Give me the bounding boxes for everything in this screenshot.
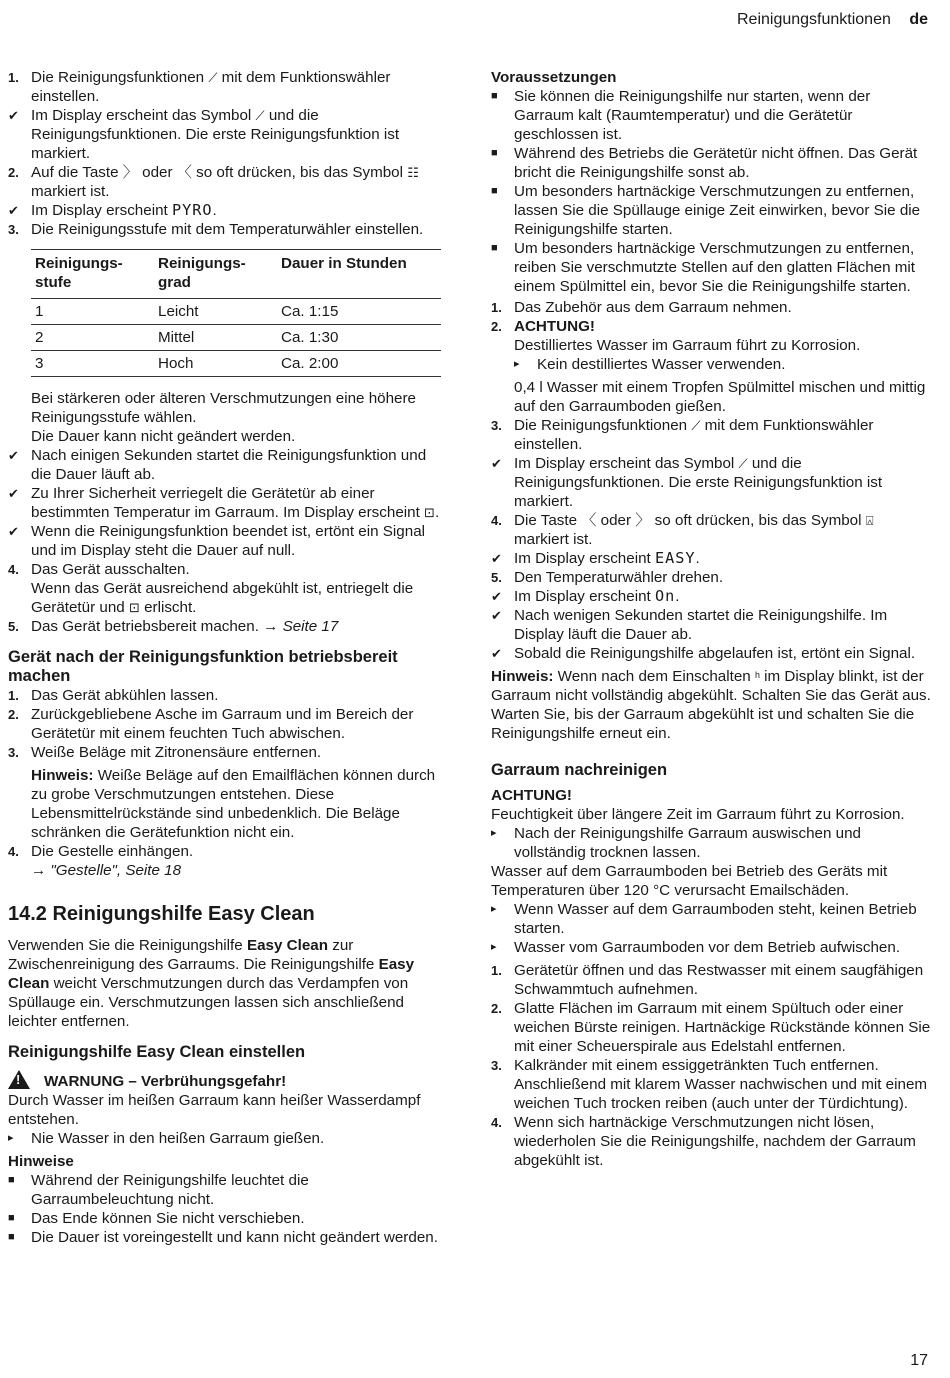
hint-item: ■ Während der Reinigungshilfe leuchtet die Garraumbeleuchtung nicht. [8, 1172, 309, 1208]
bullet-icon: ■ [8, 1231, 15, 1243]
left-column: 1. Die Reinigungsfunktionen ⟋ mit dem Funktionswähler einstellen. ✔ Im Display erscheint das Symbol ⟋ und die Reinigungsfunktionen. Die erste Reinigungsfunktion ist markiert. 2. Auf die Taste 〉 oder 〈 so oft drücken, bis das Symbol ☷ markiert ist. ✔ Im Display erscheint PYRO. 3. Die Reinigungsstufe mit dem Temperaturwähler einstellen. Reinigungs- stufe Reinigungs- grad Dauer in Stunden 1 Leicht Ca. 1:15 2 Mittel Ca. 1:30 3 Hoch Ca. 2:00 Bei stärkeren oder älteren Verschmutzungen eine höhere Reinigungsstufe wählen. Die Dauer kann nicht geändert werden. ✔ Nach einigen Sekunden startet die Reinigungsfunktion und die Dauer läuft ab. ✔ Zu Ihrer Sicherheit verriegelt die Gerätetür ab einer bestimmten Temperatur im Garraum. Im Display erscheint ⊡. ✔ Wenn die Reinigungsfunktion beendet ist, ertönt ein Signal und im Display steht die Dauer auf null. 4. Das Gerät ausschalten. Wenn das Gerät ausreichend abgekühlt ist, entriegelt die Gerätetür und ⊡ erlischt. 5. Das Gerät betriebsbereit machen. → Seite 17 Gerät nach der Reinigungsfunktion betriebsbereit machen 1. Das Gerät abkühlen lassen. 2. Zurückgebliebene Asche im Garraum und im Bereich der Gerätetür mit einem feuchten Tuch abwischen. 3. Weiße Beläge mit Zitronensäure entfernen. Hinweis: Weiße Beläge auf den Emailflächen können durch zu grobe Verschmutzungen entstehen. Diese Lebensmittelrückstände sind unbedenklich. Die Beläge schränken die Gerätefunktion nicht ein. 4. Die Gestelle einhängen. → "Gestelle", Seite 18 14.2 Reinigungshilfe Easy Clean Verwenden Sie die Reinigungshilfe Easy Clean zur Zwischenreinigung des Garraums. Die Reinigungshilfe Easy Clean weicht Verschmutzungen durch das Verdampfen von Spüllauge ein. Verschmutzungen lassen sich anschließend leichter entfernen. Reinigungshilfe Easy Clean einstellen !WARNUNG – Verbrühungsgefahr! Durch Wasser im heißen Garraum kann heißer Wasserdampf entstehen. ▸ Nie Wasser in den heißen Garraum gießen. Hinweise ■ Während der Reinigungshilfe leuchtet die Garraumbeleuchtung nicht. ■ Das Ende können Sie nicht verschieben. ■ Die Dauer ist voreingestellt und kann nicht geändert werden. [8, 68, 444, 1247]
hint-note: Hinweis: Weiße Beläge auf den Emailflächen können durch zu grobe Verschmutzungen entstehen. Diese Lebensmittelrückstände sind unbedenklich. Die Beläge schränken die Gerätefunktion nicht ein. [31, 767, 436, 841]
check-icon: ✔ [491, 551, 502, 566]
hint-item: ■ Das Ende können Sie nicht verschieben. [8, 1210, 305, 1227]
bullet-icon: ■ [8, 1212, 15, 1224]
lock-icon: ⊡ [424, 505, 435, 520]
bullet-icon: ■ [491, 185, 498, 197]
cleaning-function-icon: ⟋ [738, 456, 748, 471]
step-4: 4. Das Gerät ausschalten. Wenn das Gerät ausreichend abgekühlt ist, entriegelt die Gerätetür und ⊡ erlischt. [8, 561, 414, 616]
cleaning-function-icon: ⟋ [208, 70, 218, 85]
bullet-icon: ■ [491, 147, 498, 159]
ready-step-1: 1. Das Gerät abkühlen lassen. [8, 687, 219, 704]
ready-step-4: 4. Die Gestelle einhängen. → "Gestelle", Seite 18 [8, 843, 194, 879]
arrow-icon: ▸ [514, 358, 520, 370]
check-5: ✔ Wenn die Reinigungsfunktion beendet ist, ertönt ein Signal und im Display steht die Dauer auf null. [8, 523, 426, 559]
check-icon: ✔ [8, 203, 19, 218]
right-column: Voraussetzungen ■ Sie können die Reinigungshilfe nur starten, wenn der Garraum kalt (Raumtemperatur) und die Gerätetür geschlossen ist. ■ Während des Betriebs die Gerätetür nicht öffnen. Das Gerät bricht die Reinigungshilfe sonst ab. ■ Um besonders hartnäckige Verschmutzungen zu entfernen, lassen Sie die Spüllauge einige Zeit einwirken, bevor Sie die Reinigungshilfe starten. ■ Um besonders hartnäckige Verschmutzungen zu entfernen, reiben Sie verschmutzte Stellen auf den glatten Flächen mit einem Spülmittel ein, bevor Sie die Reinigungshilfe starten. 1. Das Zubehör aus dem Garraum nehmen. 2. ACHTUNG! Destilliertes Wasser im Garraum führt zu Korrosion. ▸ Kein destilliertes Wasser verwenden. 0,4 l Wasser mit einem Tropfen Spülmittel mischen und mittig auf den Garraumboden gießen. 3. Die Reinigungsfunktionen ⟋ mit dem Funktionswähler einstellen. ✔ Im Display erscheint das Symbol ⟋ und die Reinigungsfunktionen. Die erste Reinigungsfunktion ist markiert. 4. Die Taste 〈 oder 〉 so oft drücken, bis das Symbol ⍓ markiert ist. ✔ Im Display erscheint EASY. 5. Den Temperaturwähler drehen. ✔ Im Display erscheint On. ✔ Nach wenigen Sekunden startet die Reinigungshilfe. Im Display läuft die Dauer ab. ✔ Sobald die Reinigungshilfe abgelaufen ist, ertönt ein Signal. Hinweis: Wenn nach dem Einschalten ʰ im Display blinkt, ist der Garraum nicht vollständig abgekühlt. Schalten Sie das Gerät aus. Warten Sie, bis der Garraum abgekühlt ist und schalten Sie die Reinigungshilfe erneut ein. Garraum nachreinigen ACHTUNG! Feuchtigkeit über längere Zeit im Garraum führt zu Korrosion. ▸ Nach der Reinigungshilfe Garraum auswischen und vollständig trocknen lassen. Wasser auf dem Garraumboden bei Betrieb des Geräts mit Temperaturen über 120 °C verursacht Emailschäden. ▸ Wenn Wasser auf dem Garraumboden steht, keinen Betrieb starten. ▸ Wasser vom Garraumboden vor dem Betrieb aufwischen. 1. Gerätetür öffnen und das Restwasser mit einem saugfähigen Schwammtuch aufnehmen. 2. Glatte Flächen im Garraum mit einem Spültuch oder einer weichen Bürste reinigen. Hartnäckige Rückstände können Sie mit einer Scheuerspirale aus Edelstahl entfernen. 3. Kalkränder mit einem essiggetränkten Tuch entfernen. Anschließend mit klarem Wasser nachwischen und mit einem weichen Tuch trocken reiben (auch unter der Türdichtung). 4. Wenn sich hartnäckige Verschmutzungen nicht lösen, wiederholen Sie die Reinigungshilfe, nachdem der Garraum abgekühlt ist. [491, 69, 931, 1169]
page-reference-link[interactable]: → "Gestelle", Seite 18 [31, 862, 182, 879]
check-icon: ✔ [491, 608, 502, 623]
step-3: 3. Die Reinigungsstufe mit dem Temperaturwähler einstellen. [8, 221, 424, 238]
page-reference-link[interactable]: → Seite 17 [263, 618, 339, 635]
display-easy: EASY [654, 549, 696, 567]
post-step-1: 1. Gerätetür öffnen und das Restwasser mit einem saugfähigen Schwammtuch aufnehmen. [491, 962, 924, 998]
page-header [737, 10, 928, 29]
check-1: ✔ Im Display erscheint das Symbol ⟋ und die Reinigungsfunktionen. Die erste Reinigungsfunktion ist markiert. [8, 107, 400, 162]
pyrolysis-icon: ☷ [407, 165, 419, 180]
table-header: Reinigungs- stufe [31, 250, 154, 299]
check-4: ✔ Zu Ihrer Sicherheit verriegelt die Gerätetür ab einer bestimmten Temperatur im Garraum. Im Display erscheint ⊡. [8, 485, 440, 521]
hot-indicator-icon: ʰ [754, 669, 760, 684]
easy-step-5: 5. Den Temperaturwähler drehen. [491, 569, 724, 586]
easy-clean-icon: ⍓ [865, 513, 874, 528]
step-5: 5. Das Gerät betriebsbereit machen. → Seite 17 [8, 618, 339, 635]
easy-step-3: 3. Die Reinigungsfunktionen ⟋ mit dem Funktionswähler einstellen. [491, 417, 874, 453]
bullet-icon: ■ [491, 90, 498, 102]
header-language: de [909, 11, 928, 28]
warning-action: ▸ Nie Wasser in den heißen Garraum gießen. [8, 1130, 325, 1147]
display-on: On [654, 587, 676, 605]
heading-setup: Reinigungshilfe Easy Clean einstellen [8, 1043, 306, 1061]
easy-check-1: ✔ Im Display erscheint das Symbol ⟋ und die Reinigungsfunktionen. Die erste Reinigungsfunktion ist markiert. [491, 455, 883, 510]
check-2: ✔ Im Display erscheint PYRO. [8, 201, 217, 219]
check-icon: ✔ [8, 486, 19, 501]
check-icon: ✔ [491, 456, 502, 471]
easy-clean-intro: Verwenden Sie die Reinigungshilfe Easy Clean zur Zwischenreinigung des Garraums. Die Reinigungshilfe Easy Clean weicht Verschmutzungen durch das Verdampfen von Spüllauge ein. Verschmutzungen lassen sich anschließend leichter entfernen. [8, 937, 415, 1030]
prerequisite-item: ■ Sie können die Reinigungshilfe nur starten, wenn der Garraum kalt (Raumtemperatur) und die Gerätetür geschlossen ist. [491, 88, 871, 143]
bullet-icon: ■ [8, 1174, 15, 1186]
prerequisites-title: Voraussetzungen [491, 69, 617, 86]
table-row: 2 Mittel Ca. 1:30 [31, 325, 441, 351]
cleaning-function-icon: ⟋ [691, 418, 701, 433]
easy-step-2-action: ▸ Kein destilliertes Wasser verwenden. [514, 356, 786, 373]
check-icon: ✔ [491, 646, 502, 661]
easy-step-4: 4. Die Taste 〈 oder 〉 so oft drücken, bis das Symbol ⍓ markiert ist. [491, 512, 874, 548]
warning-title: !WARNUNG – Verbrühungsgefahr! [8, 1070, 444, 1091]
hint-item: ■ Die Dauer ist voreingestellt und kann nicht geändert werden. [8, 1229, 438, 1246]
page-number: 17 [910, 1352, 928, 1369]
easy-check-3: ✔ Im Display erscheint On. [491, 587, 680, 605]
easy-step-1: 1. Das Zubehör aus dem Garraum nehmen. [491, 299, 792, 316]
post-action: ▸ Wasser vom Garraumboden vor dem Betrieb aufwischen. [491, 939, 901, 956]
arrow-icon: ▸ [491, 941, 497, 953]
cleaning-level-table [31, 249, 441, 377]
arrow-icon: ▸ [491, 827, 497, 839]
heading-easy-clean: 14.2 Reinigungshilfe Easy Clean [8, 903, 315, 925]
prerequisite-item: ■ Während des Betriebs die Gerätetür nicht öffnen. Das Gerät bricht die Reinigungshilfe sonst ab. [491, 145, 918, 181]
check-icon: ✔ [491, 589, 502, 604]
arrow-icon: ▸ [8, 1132, 14, 1144]
easy-check-5: ✔ Sobald die Reinigungshilfe abgelaufen ist, ertönt ein Signal. [491, 645, 916, 662]
post-step-3: 3. Kalkränder mit einem essiggetränkten Tuch entfernen. Anschließend mit klarem Wasser nachwischen und mit einem weichen Tuch trocken reiben (auch unter der Türdichtung). [491, 1057, 928, 1112]
post-step-4: 4. Wenn sich hartnäckige Verschmutzungen nicht lösen, wiederholen Sie die Reinigungshilfe, nachdem der Garraum abgekühlt ist. [491, 1114, 916, 1169]
ready-step-3: 3. Weiße Beläge mit Zitronensäure entfernen. [8, 744, 322, 761]
table-row: 3 Hoch Ca. 2:00 [31, 351, 441, 377]
hint-note: Hinweis: Wenn nach dem Einschalten ʰ im Display blinkt, ist der Garraum nicht vollständig abgekühlt. Schalten Sie das Gerät aus. Warten Sie, bis der Garraum abgekühlt ist und schalten Sie die Reinigungshilfe erneut ein. [491, 668, 931, 742]
check-3: ✔ Nach einigen Sekunden startet die Reinigungsfunktion und die Dauer läuft ab. [8, 447, 427, 483]
check-icon: ✔ [8, 524, 19, 539]
easy-check-4: ✔ Nach wenigen Sekunden startet die Reinigungshilfe. Im Display läuft die Dauer ab. [491, 607, 888, 643]
post-action: ▸ Wenn Wasser auf dem Garraumboden steht, keinen Betrieb starten. [491, 901, 917, 937]
lock-icon: ⊡ [128, 600, 140, 615]
warning-icon [8, 1070, 30, 1089]
bullet-icon: ■ [491, 242, 498, 254]
heading-post-clean: Garraum nachreinigen [491, 761, 668, 779]
table-header: Reinigungs- grad [154, 250, 277, 299]
prerequisite-item: ■ Um besonders hartnäckige Verschmutzungen zu entfernen, reiben Sie verschmutzte Stellen auf den glatten Flächen mit einem Spülmittel ein, bevor Sie die Reinigungshilfe starten. [491, 240, 916, 295]
check-icon: ✔ [8, 108, 19, 123]
header-section: Reinigungsfunktionen [736, 11, 891, 28]
ready-step-2: 2. Zurückgebliebene Asche im Garraum und im Bereich der Gerätetür mit einem feuchten Tuch abwischen. [8, 706, 414, 742]
display-pyro: PYRO [171, 201, 213, 219]
easy-check-2: ✔ Im Display erscheint EASY. [491, 549, 700, 567]
table-header: Dauer in Stunden [277, 250, 441, 299]
arrow-icon: ▸ [491, 903, 497, 915]
table-row: 1 Leicht Ca. 1:15 [31, 299, 441, 325]
heading-ready: Gerät nach der Reinigungsfunktion betriebsbereit machen [8, 648, 398, 685]
step-1: 1. Die Reinigungsfunktionen ⟋ mit dem Funktionswähler einstellen. [8, 69, 391, 105]
post-action: ▸ Nach der Reinigungshilfe Garraum auswischen und vollständig trocknen lassen. [491, 825, 861, 861]
step-2: 2. Auf die Taste 〉 oder 〈 so oft drücken, bis das Symbol ☷ markiert ist. [8, 164, 419, 200]
post-step-2: 2. Glatte Flächen im Garraum mit einem Spültuch oder einer weichen Bürste reinigen. Hartnäckige Rückstände können Sie mit einer Scheuerspirale aus Edelstahl entfernen. [491, 1000, 931, 1055]
cleaning-function-icon: ⟋ [255, 108, 265, 123]
prerequisite-item: ■ Um besonders hartnäckige Verschmutzungen zu entfernen, lassen Sie die Spüllauge einige Zeit einwirken, bevor Sie die Reinigungshilfe starten. [491, 183, 921, 238]
easy-step-2: 2. ACHTUNG! [491, 318, 595, 335]
check-icon: ✔ [8, 448, 19, 463]
